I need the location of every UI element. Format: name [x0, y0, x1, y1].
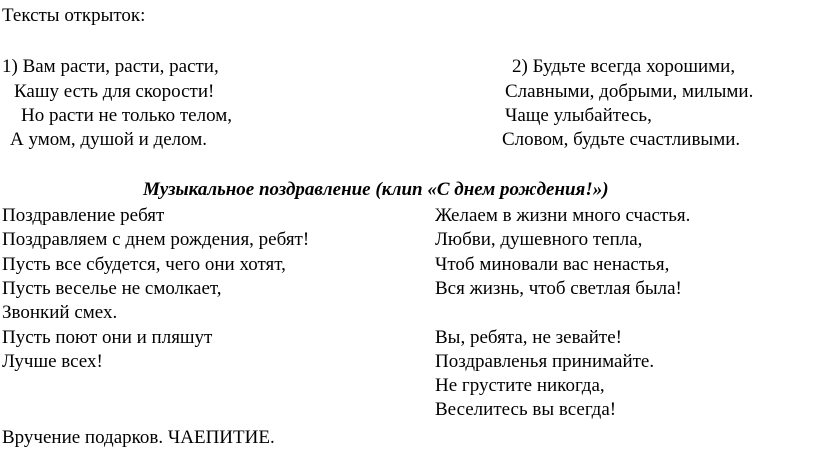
- music-heading: Музыкальное поздравление (клип «С днем рождения!»): [143, 179, 609, 200]
- left-line-2: Поздравляем с днем рождения, ребят!: [2, 229, 310, 250]
- right-line-5: Вы, ребята, не зевайте!: [435, 327, 622, 348]
- left-line-3: Пусть все сбудется, чего они хотят,: [2, 254, 286, 275]
- right-line-7: Не грустите никогда,: [435, 375, 605, 396]
- footer-line: Вручение подарков. ЧАЕПИТИЕ.: [2, 427, 275, 448]
- card1-line-4: А умом, душой и делом.: [10, 129, 208, 150]
- right-line-3: Чтоб миновали вас ненастья,: [435, 254, 670, 275]
- right-line-4: Вся жизнь, чтоб светлая была!: [435, 278, 682, 299]
- document-title: Тексты открыток:: [2, 5, 146, 26]
- card1-line-1: 1) Вам расти, расти, расти,: [2, 56, 219, 77]
- left-line-7: Лучше всех!: [2, 351, 103, 372]
- right-line-2: Любви, душевного тепла,: [435, 229, 643, 250]
- card1-line-2: Кашу есть для скорости!: [14, 81, 215, 102]
- right-line-1: Желаем в жизни много счастья.: [435, 205, 691, 226]
- card1-line-3: Но расти не только телом,: [21, 105, 233, 126]
- card2-line-1: 2) Будьте всегда хорошими,: [512, 56, 736, 77]
- left-line-1: Поздравление ребят: [2, 205, 165, 226]
- card2-line-4: Словом, будьте счастливыми.: [502, 129, 741, 150]
- left-line-5: Звонкий смех.: [2, 302, 118, 323]
- card2-line-2: Славными, добрыми, милыми.: [505, 81, 754, 102]
- card2-line-3: Чаще улыбайтесь,: [505, 105, 652, 126]
- left-line-4: Пусть веселье не смолкает,: [2, 278, 222, 299]
- left-line-6: Пусть поют они и пляшут: [2, 327, 213, 348]
- right-line-6: Поздравленья принимайте.: [435, 351, 655, 372]
- right-line-8: Веселитесь вы всегда!: [435, 399, 617, 420]
